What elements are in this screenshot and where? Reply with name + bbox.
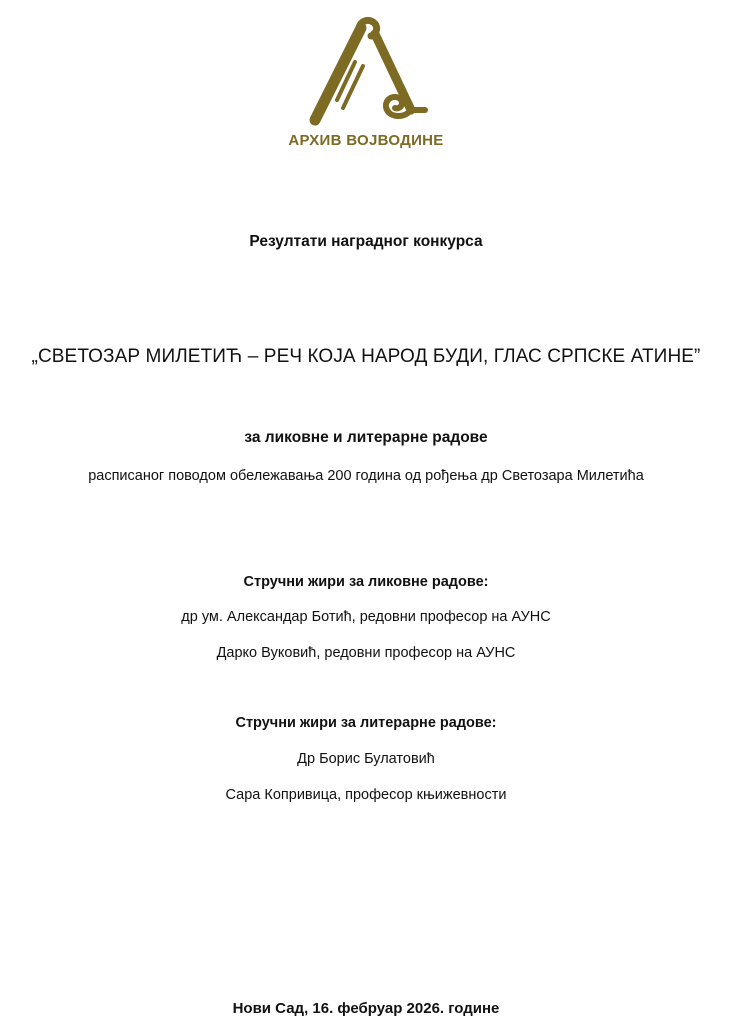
archive-logo bbox=[286, 16, 446, 156]
archive-logo-text: АРХИВ ВОЈВОДИНЕ bbox=[288, 132, 444, 149]
contest-name: „СВЕТОЗАР МИЛЕТИЋ – РЕЧ КОЈА НАРОД БУДИ, ГЛАС СРПСКЕ АТИНЕ” bbox=[31, 346, 701, 367]
contest-occasion: расписаног поводом обележавања 200 година од рођења др Светозара Милетића bbox=[88, 468, 644, 484]
document-heading: Резултати наградног конкурса bbox=[249, 233, 483, 250]
art-jury-member: др ум. Александар Ботић, редовни професор на АУНС bbox=[181, 609, 551, 625]
literary-jury-heading: Стручни жири за литерарне радове: bbox=[235, 715, 497, 731]
place-and-date: Нови Сад, 16. фебруар 2026. године bbox=[232, 1000, 500, 1017]
literary-jury-member: Сара Копривица, професор књижевности bbox=[225, 787, 507, 803]
art-jury-heading: Стручни жири за ликовне радове: bbox=[243, 574, 489, 590]
art-jury-member: Дарко Вуковић, редовни професор на АУНС bbox=[216, 645, 516, 661]
literary-jury-member: Др Борис Булатовић bbox=[297, 751, 435, 767]
contest-subtitle: за ликовне и литерарне радове bbox=[244, 429, 488, 446]
archive-scroll-logo-icon bbox=[301, 16, 431, 128]
